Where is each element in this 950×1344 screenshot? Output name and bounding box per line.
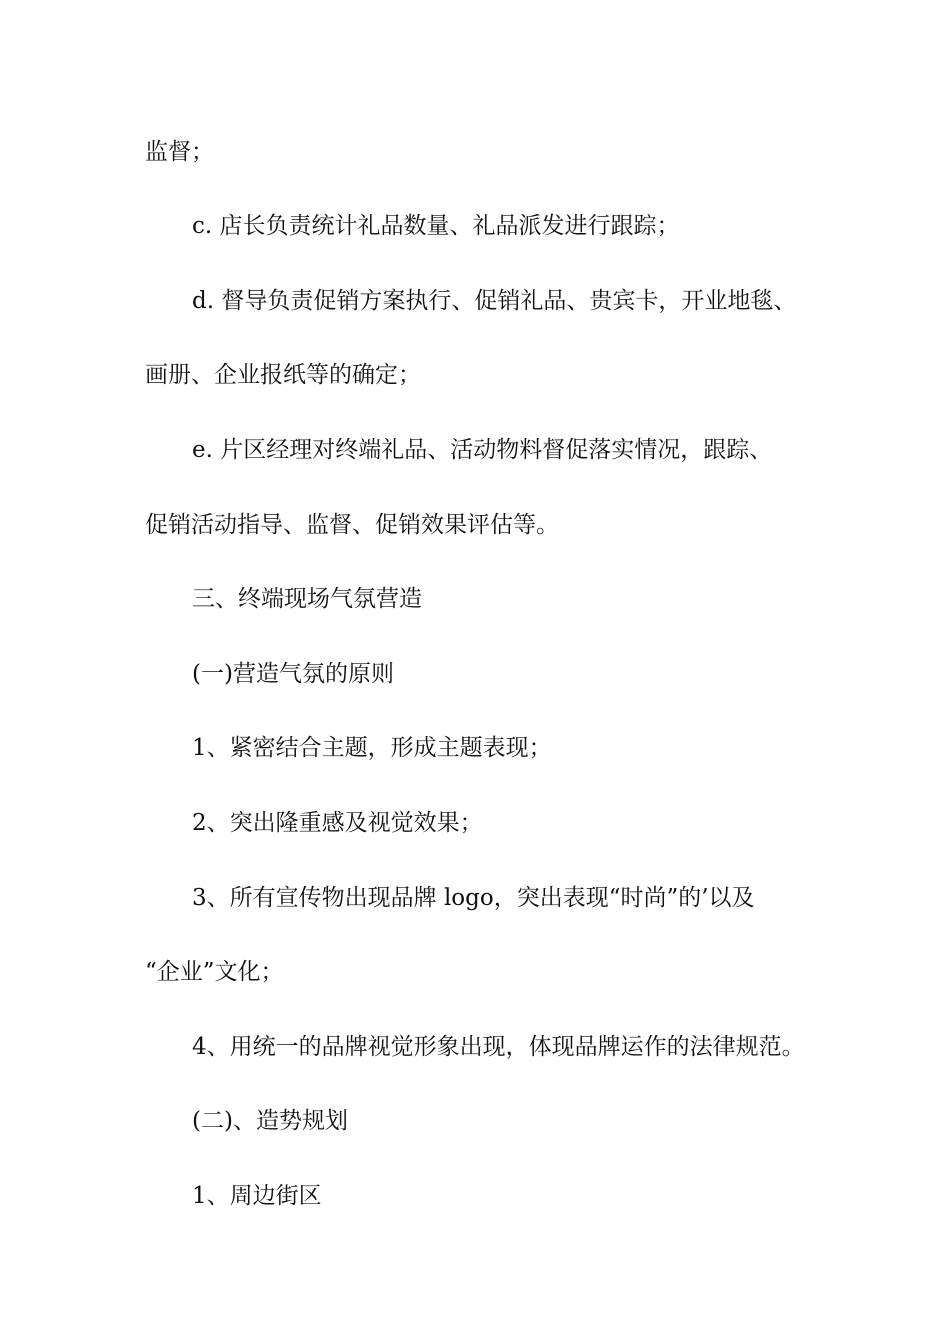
list-item-3: 3、所有宣传物出现品牌 logo，突出表现“时尚”的’以及	[192, 885, 755, 911]
text-line-4: 画册、企业报纸等的确定；	[145, 362, 421, 388]
list-item-1: 1、紧密结合主题，形成主题表现；	[192, 735, 552, 761]
text-line-3: d. 督导负责促销方案执行、促销礼品、贵宾卡，开业地毯、	[192, 288, 797, 314]
text-line-1: 监督；	[145, 139, 214, 165]
list-item-5: 1、周边街区	[192, 1183, 322, 1209]
subsection-heading-1: (一)营造气氛的原则	[192, 661, 394, 687]
text-line-6: 促销活动指导、监督、促销效果评估等。	[145, 512, 559, 538]
list-item-3-continued: “企业”文化；	[145, 959, 284, 985]
list-item-4: 4、用统一的品牌视觉形象出现，体现品牌运作的法律规范。	[192, 1034, 805, 1060]
subsection-heading-2: (二)、造势规划	[192, 1108, 348, 1134]
text-line-2: c. 店长负责统计礼品数量、礼品派发进行跟踪；	[192, 213, 680, 239]
text-line-5: e. 片区经理对终端礼品、活动物料督促落实情况，跟踪、	[192, 437, 773, 463]
section-heading: 三、终端现场气氛营造	[192, 586, 422, 612]
list-item-2: 2、突出隆重感及视觉效果；	[192, 810, 483, 836]
